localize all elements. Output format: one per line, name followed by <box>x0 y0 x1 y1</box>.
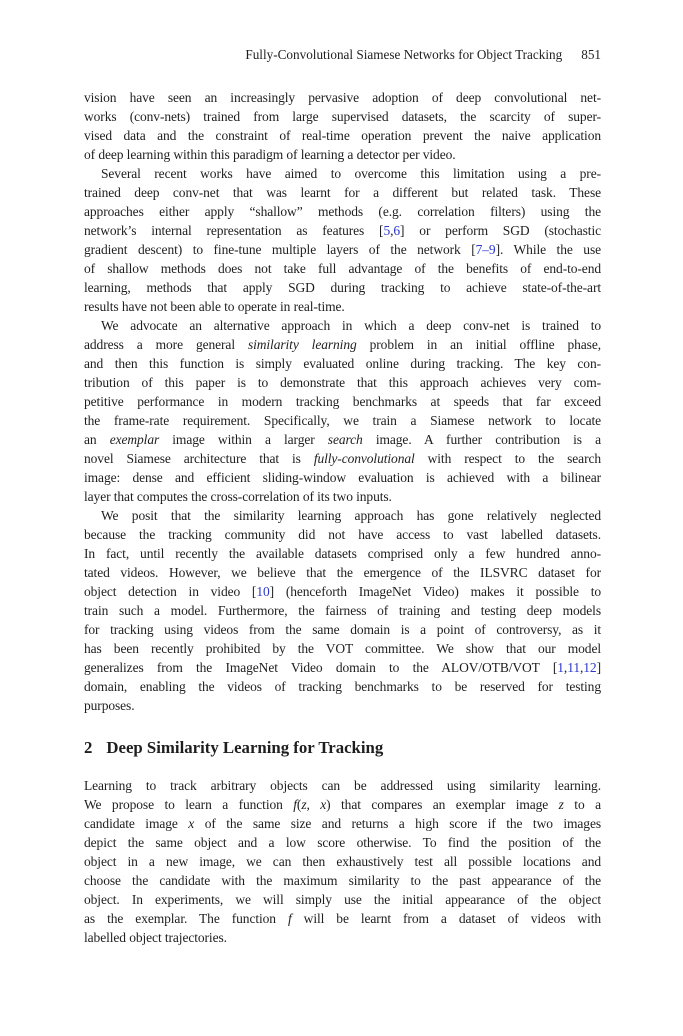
text-segment: ) that compares an exemplar image <box>326 797 559 812</box>
text-segment: , <box>306 797 321 812</box>
text-segment: image. A further contribution is a <box>362 432 602 447</box>
text-segment: as the exemplar. The function <box>84 911 288 926</box>
paragraph <box>84 506 601 715</box>
math-segment: x <box>320 797 327 812</box>
text-line <box>84 297 601 316</box>
text-segment: with respect to the search <box>414 451 602 466</box>
text-segment: generalizes from the ImageNet Video domain to the ALOV/OTB/VOT [ <box>84 660 558 675</box>
text-line <box>84 852 601 871</box>
page-number: 851 <box>581 47 601 62</box>
text-segment: image: dense and efficient sliding-window evaluation is achieved with a bilinear <box>84 470 601 485</box>
citation-link[interactable]: 12 <box>583 660 597 675</box>
text-segment: for tracking using videos from the same domain is a point of controversy, as it <box>84 622 601 637</box>
text-segment: , <box>580 660 584 675</box>
text-line <box>84 392 601 411</box>
running-head <box>84 46 601 63</box>
text-segment: object in a new image, we can then exhaustively test all possible locations and <box>84 854 601 869</box>
text-line <box>84 677 601 696</box>
text-line <box>84 240 601 259</box>
text-segment: layer that computes the cross-correlation of its two inputs. <box>84 489 392 504</box>
text-segment: tribution of this paper is to demonstrate that this approach achieves very com- <box>84 375 601 390</box>
text-segment: purposes. <box>84 698 135 713</box>
math-segment: z <box>301 797 307 812</box>
citation-link[interactable]: 6 <box>393 223 401 238</box>
text-segment: petitive performance in modern tracking benchmarks at speeds that far exceed <box>84 394 601 409</box>
text-segment: has been recently prohibited by the VOT committee. We show that our model <box>84 641 601 656</box>
text-segment: depict the same object and a low score otherwise. To find the position of the <box>84 835 601 850</box>
page-body <box>84 88 601 947</box>
text-line <box>84 373 601 392</box>
text-line <box>84 107 601 126</box>
text-segment: ]. While the use <box>495 242 601 257</box>
text-line <box>84 506 601 525</box>
citation-link[interactable]: 7–9 <box>475 242 496 257</box>
text-line <box>84 814 601 833</box>
math-segment: f <box>293 797 297 812</box>
text-segment: ] (henceforth ImageNet Video) makes it possible to <box>269 584 601 599</box>
citation-link[interactable]: 10 <box>256 584 270 599</box>
section-title: Deep Similarity Learning for Tracking <box>106 738 384 757</box>
text-line <box>84 430 601 449</box>
text-segment: and then this function is simply evaluated online during tracking. The key con- <box>84 356 601 371</box>
text-line <box>84 525 601 544</box>
text-line <box>84 126 601 145</box>
paragraph <box>84 776 601 947</box>
text-segment: , <box>390 223 394 238</box>
text-line <box>84 890 601 909</box>
text-line <box>84 411 601 430</box>
text-segment: gradient descent) to fine-tune multiple layers of the network [ <box>84 242 476 257</box>
text-segment: image within a larger <box>159 432 328 447</box>
text-segment: domain, enabling the videos of tracking benchmarks to be reserved for testing <box>84 679 601 694</box>
italic-segment: exemplar <box>109 432 160 447</box>
text-segment: train such a model. Furthermore, the fairness of training and testing deep models <box>84 603 601 618</box>
text-segment: object detection in video [ <box>84 584 257 599</box>
text-line <box>84 601 601 620</box>
text-line <box>84 639 601 658</box>
text-line <box>84 658 601 677</box>
text-segment: candidate image <box>84 816 189 831</box>
text-line <box>84 354 601 373</box>
text-segment: to a <box>563 797 601 812</box>
text-segment: Several recent works have aimed to overcome this limitation using a pre- <box>101 166 601 181</box>
text-segment: We advocate an alternative approach in which a deep conv-net is trained to <box>101 318 601 333</box>
text-line <box>84 871 601 890</box>
text-line <box>84 145 601 164</box>
text-segment: network’s internal representation as features [ <box>84 223 384 238</box>
text-segment: of shallow methods does not take full advantage of the benefits of end-to-end <box>84 261 601 276</box>
text-line <box>84 221 601 240</box>
section-number: 2 <box>84 738 93 757</box>
text-segment: trained deep conv-net that was learnt for a different but related task. These <box>84 185 601 200</box>
math-segment: f <box>287 911 292 926</box>
text-segment: because the tracking community did not have access to vast labelled datasets. <box>84 527 601 542</box>
text-line <box>84 183 601 202</box>
text-segment: labelled object trajectories. <box>84 930 227 945</box>
text-segment: Learning to track arbitrary objects can be addressed using similarity learning. <box>84 778 601 793</box>
text-line <box>84 928 601 947</box>
text-segment: We propose to learn a function <box>84 797 294 812</box>
text-line <box>84 449 601 468</box>
text-segment: We posit that the similarity learning approach has gone relatively neglected <box>101 508 601 523</box>
text-segment: vised data and the constraint of real-time operation prevent the naive application <box>84 128 601 143</box>
citation-link[interactable]: 1 <box>557 660 564 675</box>
text-line <box>84 202 601 221</box>
text-line <box>84 563 601 582</box>
text-line <box>84 164 601 183</box>
text-line <box>84 582 601 601</box>
text-segment: will be learnt from a dataset of videos with <box>291 911 601 926</box>
paragraph <box>84 164 601 316</box>
text-line <box>84 776 601 795</box>
italic-segment: fully-convolutional <box>313 451 415 466</box>
text-segment: the frame-rate requirement. Specifically, we train a Siamese network to locate <box>84 413 601 428</box>
citation-link[interactable]: 11 <box>567 660 580 675</box>
text-segment: In fact, until recently the available datasets comprised only a few hundred anno- <box>84 546 601 561</box>
text-segment: ( <box>296 797 302 812</box>
text-segment: ] <box>596 660 601 675</box>
text-line <box>84 909 601 928</box>
text-line <box>84 795 601 814</box>
text-line <box>84 468 601 487</box>
running-head-title: Fully-Convolutional Siamese Networks for Object Tracking <box>245 47 563 62</box>
italic-segment: similarity learning <box>247 337 357 352</box>
math-segment: x <box>188 816 195 831</box>
math-segment: z <box>558 797 564 812</box>
text-line <box>84 88 601 107</box>
text-segment: an <box>84 432 110 447</box>
text-segment: object. In experiments, we will simply use the initial appearance of the object <box>84 892 601 907</box>
text-line <box>84 620 601 639</box>
text-line <box>84 833 601 852</box>
text-line <box>84 696 601 715</box>
text-line <box>84 259 601 278</box>
citation-link[interactable]: 5 <box>383 223 391 238</box>
section-heading <box>84 737 601 759</box>
text-segment: learning, methods that apply SGD during tracking to achieve state-of-the-art <box>84 280 601 295</box>
text-line <box>84 335 601 354</box>
text-segment: choose the candidate with the maximum similarity to the past appearance of the <box>84 873 601 888</box>
text-line <box>84 487 601 506</box>
text-line <box>84 316 601 335</box>
text-segment: address a more general <box>84 337 248 352</box>
text-segment: of deep learning within this paradigm of learning a detector per video. <box>84 147 456 162</box>
text-line <box>84 544 601 563</box>
text-segment: problem in an initial offline phase, <box>356 337 601 352</box>
text-segment: approaches either apply “shallow” methods (e.g. correlation filters) using the <box>84 204 601 219</box>
paragraph <box>84 316 601 506</box>
paragraph <box>84 88 601 164</box>
text-segment: tated videos. However, we believe that the emergence of the ILSVRC dataset for <box>84 565 601 580</box>
text-segment: of the same size and returns a high score if the two images <box>194 816 602 831</box>
italic-segment: search <box>327 432 363 447</box>
text-segment: ] or perform SGD (stochastic <box>400 223 601 238</box>
text-segment: works (conv-nets) trained from large supervised datasets, the scarcity of super- <box>84 109 601 124</box>
text-segment: novel Siamese architecture that is <box>84 451 314 466</box>
text-segment: results have not been able to operate in real-time. <box>84 299 345 314</box>
text-line <box>84 278 601 297</box>
text-segment: vision have seen an increasingly pervasive adoption of deep convolutional net- <box>84 90 601 105</box>
text-segment: , <box>563 660 568 675</box>
